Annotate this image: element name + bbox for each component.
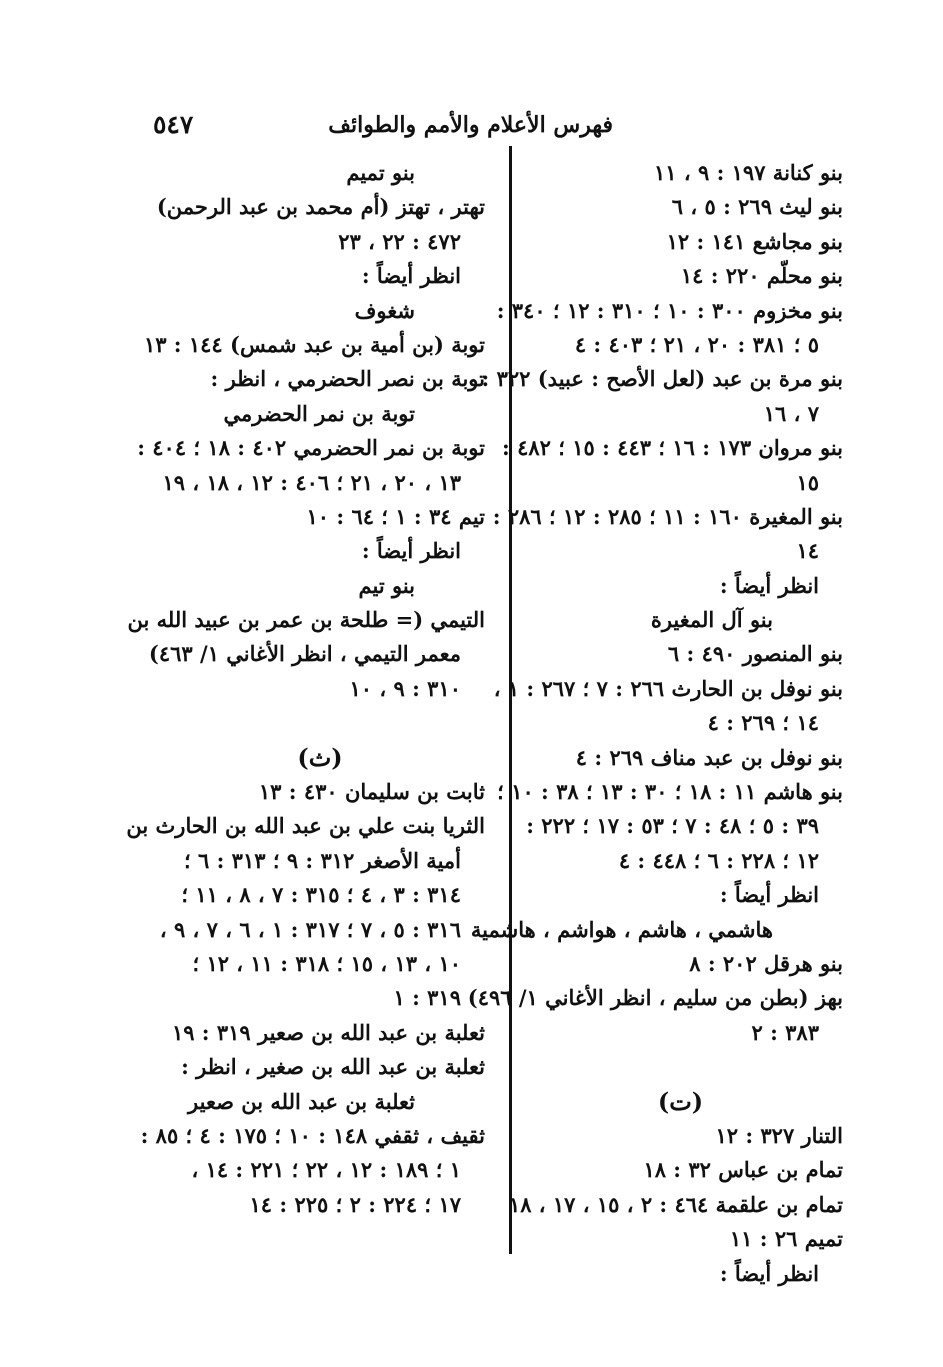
running-title: فهرس الأعلام والأمم والطوائف — [328, 112, 613, 138]
entry-continuation: ٣١٦ : ٥ ، ٧ ؛ ٣١٧ : ١ ، ٦ ، ٧ ، ٩ ، — [159, 916, 461, 942]
left-column — [126, 156, 485, 1222]
index-entry: بنو هاشم ١١ : ١٨ ؛ ٣٠ : ١٣ ؛ ٣٨ : ١٠ ؛ — [497, 779, 843, 805]
section-heading: (ت) — [657, 1086, 704, 1116]
index-entry: ثابت بن سليمان ٤٣٠ : ١٣ — [258, 779, 485, 805]
entry-continuation: معمر التيمي ، انظر الأغاني ١/ ٤٦٣) — [148, 641, 461, 667]
index-entry: بنو ليث ٢٦٩ : ٥ ، ٦ — [671, 194, 843, 220]
entry-continuation: ٤٧٢ : ٢٢ ، ٢٣ — [338, 228, 461, 254]
entry-continuation: ٥ ؛ ٣٨١ : ٢٠ ، ٢١ ؛ ٤٠٣ : ٤ — [574, 331, 819, 357]
index-entry: بنو كنانة ١٩٧ : ٩ ، ١١ — [654, 160, 843, 185]
index-entry: ثعلبة بن عبد الله بن صغير ، انظر : — [181, 1054, 485, 1080]
see-reference: شغوف — [354, 297, 415, 323]
index-entry: بنو نوفل بن الحارث ٢٦٦ : ٧ ؛ ٢٦٧ : ١ ، — [493, 675, 843, 701]
entry-continuation: أمية الأصغر ٣١٢ : ٩ ؛ ٣١٣ : ٦ ؛ — [184, 847, 461, 873]
entry-continuation: ٧ ، ١٦ — [763, 400, 819, 426]
index-entry: تمام بن علقمة ٤٦٤ : ٢ ، ١٥ ، ١٧ ، ١٨ — [508, 1191, 843, 1217]
index-entry: توبة بن نمر الحضرمي ٤٠٢ : ١٨ ؛ ٤٠٤ : — [137, 435, 485, 461]
entry-continuation: انظر أيضاً : — [719, 1260, 819, 1286]
index-entry: بنو مجاشع ١٤١ : ١٢ — [666, 228, 843, 254]
entry-continuation: ١٥ — [796, 469, 819, 495]
entry-continuation: ٣١٠ : ٩ ، ١٠ — [349, 675, 461, 701]
index-entry: بنو نوفل بن عبد مناف ٢٦٩ : ٤ — [575, 744, 843, 770]
index-entry: بنو مروان ١٧٣ : ١٦ ؛ ٤٤٣ : ١٥ ؛ ٤٨٢ : — [502, 435, 843, 461]
entry-continuation: انظر أيضاً : — [719, 572, 819, 598]
entry-continuation: ١٣ ، ٢٠ ، ٢١ ؛ ٤٠٦ : ١٢ ، ١٨ ، ١٩ — [162, 469, 461, 495]
entry-continuation: ١٤ — [796, 538, 819, 564]
see-reference: بنو آل المغيرة — [650, 607, 773, 633]
see-reference: بنو تيم — [358, 572, 415, 598]
entry-continuation: ١٧ ؛ ٢٢٤ : ٢ ؛ ٢٢٥ : ١٤ — [249, 1191, 461, 1217]
entry-continuation: ٣١٤ : ٣ ، ٤ ؛ ٣١٥ : ٧ ، ٨ ، ١١ ؛ — [181, 882, 461, 908]
index-entry: الثريا بنت علي بن عبد الله بن الحارث بن — [126, 813, 485, 839]
index-entry: بنو مخزوم ٣٠٠ : ١٠ ؛ ٣١٠ : ١٢ ؛ ٣٤٠ : — [496, 297, 843, 323]
index-entry: بنو المنصور ٤٩٠ : ٦ — [667, 641, 843, 667]
entry-continuation: ٣١٩ : ١ — [393, 985, 461, 1011]
entry-continuation: ١٠ ، ١٣ ، ١٥ ؛ ٣١٨ : ١١ ، ١٢ ؛ — [192, 950, 461, 976]
index-entry: بنو المغيرة ١٦٠ : ١١ ؛ ٢٨٥ : ١٢ ؛ ٢٨٦ : — [492, 503, 843, 529]
index-entry: توبة بن نصر الحضرمي ، انظر : — [210, 366, 485, 392]
index-entry: ثقيف ، ثقفي ١٤٨ : ١٠ ؛ ١٧٥ : ٤ ؛ ٨٥ : — [140, 1122, 485, 1148]
page-number: ٥٤٧ — [153, 110, 194, 139]
index-entry: تميم ٢٦ : ١١ — [729, 1226, 843, 1252]
index-entry: تهتر ، تهتز (أم محمد بن عبد الرحمن) — [156, 194, 485, 220]
entry-continuation: ١ ؛ ١٨٩ : ١٢ ، ٢٢ ؛ ٢٢١ : ١٤ ، — [191, 1157, 461, 1183]
see-reference: ثعلبة بن عبد الله بن صعير — [188, 1088, 415, 1114]
entry-continuation: ٣٨٣ : ٢ — [751, 1019, 819, 1045]
entry-continuation: ٣٩ : ٥ ؛ ٤٨ : ٧ ؛ ٥٣ : ١٧ ؛ ٢٢٢ : — [526, 813, 819, 839]
index-entry: بنو محلّم ٢٢٠ : ١٤ — [680, 263, 843, 289]
see-reference: توبة بن نمر الحضرمي — [223, 400, 415, 426]
see-reference: هاشمي ، هاشم ، هواشم ، هاشمية — [470, 916, 773, 942]
entry-continuation: انظر أيضاً : — [361, 538, 461, 564]
index-entry: التنار ٣٢٧ : ١٢ — [715, 1122, 843, 1148]
entry-continuation: ١٤ ؛ ٢٦٩ : ٤ — [707, 710, 819, 736]
index-entry: بنو هرقل ٢٠٢ : ٨ — [689, 950, 843, 976]
index-entry: تمام بن عباس ٣٢ : ١٨ — [643, 1157, 843, 1183]
index-entry: ثعلبة بن عبد الله بن صعير ٣١٩ : ١٩ — [171, 1019, 485, 1045]
see-reference: بنو تميم — [346, 160, 415, 185]
index-entry: توبة (بن أمية بن عبد شمس) ١٤٤ : ١٣ — [143, 331, 485, 357]
entry-continuation: ١٢ ؛ ٢٢٨ : ٦ ؛ ٤٤٨ : ٤ — [618, 847, 819, 873]
entry-continuation: انظر أيضاً : — [719, 882, 819, 908]
index-entry: تيم ٣٤ : ١ ؛ ٦٤ : ١٠ — [306, 503, 485, 529]
index-entry: بهز (بطن من سليم ، انظر الأغاني ١/ ٤٩٦) — [467, 985, 843, 1011]
right-column — [467, 156, 843, 1291]
section-heading: (ث) — [297, 742, 343, 772]
spacer — [155, 706, 485, 740]
entry-continuation: انظر أيضاً : — [361, 263, 461, 289]
index-entry: بنو مرة بن عبد (لعل الأصح : عبيد) ٣٢٢ : — [481, 366, 843, 392]
spacer — [518, 1050, 843, 1084]
index-entry: التيمي (= طلحة بن عمر بن عبيد الله بن — [127, 607, 485, 633]
